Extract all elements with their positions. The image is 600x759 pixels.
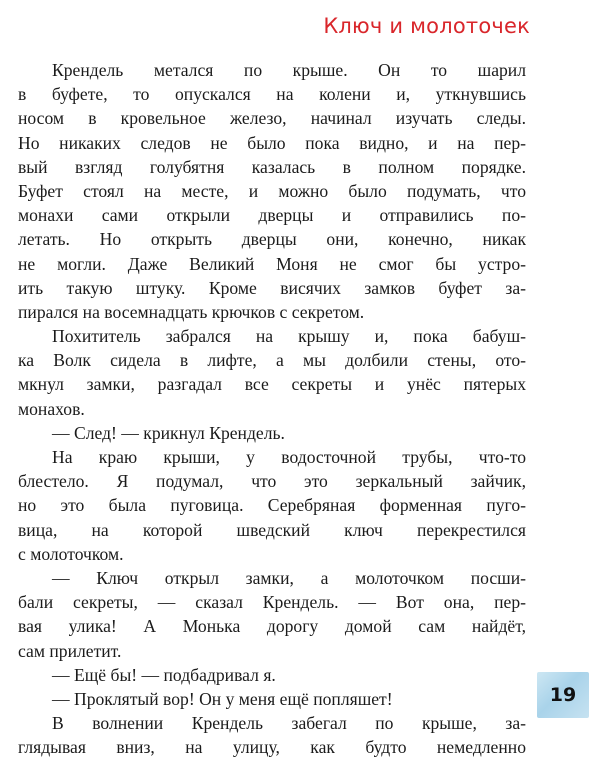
text-line: Буфет стоял на месте, и можно было подумать, что — [18, 180, 526, 201]
text-line: монахи сами открыли дверцы и отправились по- — [18, 205, 526, 226]
page-number: 19 — [537, 672, 589, 718]
paragraph — [18, 687, 526, 711]
paragraph — [18, 445, 526, 566]
text-line: ить такую штуку. Кроме висячих замков буфет за- — [18, 277, 526, 298]
paragraph — [18, 711, 526, 759]
text-line: но это была пуговица. Серебряная форменная пуго- — [18, 495, 526, 516]
text-line: бали секреты, — сказал Крендель. — Вот она, пер- — [18, 592, 526, 613]
text-line: Крендель метался по крыше. Он то шарил — [52, 60, 526, 80]
text-line: — След! — крикнул Крендель. — [52, 422, 285, 443]
text-line: — Ключ открыл замки, а молоточком посши- — [52, 567, 526, 588]
paragraph — [18, 663, 526, 687]
text-line: Но никаких следов не было пока видно, и на пер- — [18, 132, 526, 153]
paragraph — [18, 58, 526, 324]
paragraph — [18, 421, 526, 445]
text-line: В волнении Крендель забегал по крыше, за- — [52, 713, 526, 734]
text-line: На краю крыши, у водосточной трубы, что-то — [52, 447, 526, 467]
text-line: мкнул замки, разгадал все секреты и унёс пятерых — [18, 374, 526, 395]
text-line: пирался на восемнадцать крючков с секретом. — [18, 301, 365, 322]
text-line: летать. Но открыть дверцы они, конечно, никак — [18, 229, 526, 250]
text-line: — Проклятый вор! Он у меня ещё попляшет! — [52, 688, 393, 709]
text-line: глядывая вниз, на улицу, как будто немедленно — [18, 737, 526, 758]
text-line: носом в кровельное железо, начинал изучать следы. — [18, 108, 526, 129]
text-line: — Ещё бы! — подбадривал я. — [52, 664, 276, 685]
text-line: не могли. Даже Великий Моня не смог бы устро- — [18, 253, 526, 274]
chapter-title: Ключ и молоточек — [323, 14, 530, 38]
text-line: Похититель забрался на крышу и, пока бабуш- — [52, 326, 526, 347]
text-line: вая улика! А Монька дорогу домой сам найдёт, — [18, 616, 526, 637]
text-line: сам прилетит. — [18, 640, 122, 661]
text-line: в буфете, то опускался на колени и, уткнувшись — [18, 84, 526, 105]
text-line: вый взгляд голубятня казалась в полном порядке. — [18, 156, 526, 177]
text-line: вица, на которой шведский ключ перекрестился — [18, 519, 526, 540]
text-line: монахов. — [18, 398, 85, 419]
text-line: блестело. Я подумал, что это зеркальный зайчик, — [18, 471, 526, 492]
paragraph — [18, 324, 526, 421]
text-line: с молоточком. — [18, 543, 124, 564]
text-line: ка Волк сидела в лифте, а мы долбили стены, ото- — [18, 350, 526, 371]
body-text — [18, 58, 526, 759]
paragraph — [18, 566, 526, 663]
